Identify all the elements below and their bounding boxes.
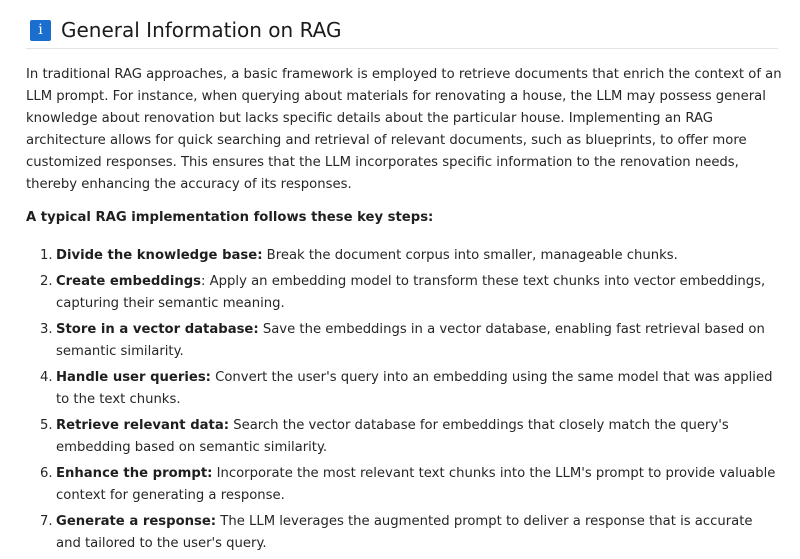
list-item (26, 271, 778, 315)
list-item (26, 463, 778, 507)
step-text: Incorporate the most relevant text chunks into the LLM's prompt to provide valuable context for generating a response. (56, 466, 776, 503)
step-title: Store in a vector database: (56, 322, 259, 337)
list-item (26, 245, 778, 267)
section-header (26, 16, 778, 49)
step-title: Retrieve relevant data: (56, 418, 230, 433)
step-title: Generate a response: (56, 514, 217, 529)
step-number: 4. (40, 370, 53, 385)
page-title: General Information on RAG (61, 18, 342, 42)
step-number: 2. (40, 274, 53, 289)
step-text: Break the document corpus into smaller, manageable chunks. (262, 248, 678, 263)
step-number: 3. (40, 322, 53, 337)
step-number: 6. (40, 466, 53, 481)
list-item (26, 367, 778, 411)
step-text: The LLM leverages the augmented prompt to deliver a response that is accurate and tailored to the user's query. (56, 514, 753, 551)
list-item (26, 319, 778, 363)
step-text: Save the embeddings in a vector database, enabling fast retrieval based on semantic similarity. (56, 322, 765, 359)
step-text: : Apply an embedding model to transform these text chunks into vector embeddings, capturing their semantic meaning. (56, 274, 766, 311)
step-title: Enhance the prompt: (56, 466, 213, 481)
intro-paragraph: In traditional RAG approaches, a basic framework is employed to retrieve documents that enrich the context of an LLM prompt. For instance, when querying about materials for renovating a house, the LLM may possess general knowledge about renovation but lacks specific details about the particular house. Implementing an RAG architecture allows for quick searching and retrieval of relevant documents, such as blueprints, to offer more customized responses. This ensures that the LLM incorporates specific information to the renovation needs, thereby enhancing the accuracy of its responses. (26, 67, 782, 192)
info-icon: i (30, 20, 51, 41)
step-title: Handle user queries: (56, 370, 211, 385)
steps-heading: A typical RAG implementation follows these key steps: (26, 210, 434, 225)
steps-list (26, 245, 778, 559)
list-item (26, 511, 778, 555)
step-title: Create embeddings (56, 274, 202, 289)
step-number: 5. (40, 418, 53, 433)
step-number: 1. (40, 248, 53, 263)
step-title: Divide the knowledge base: (56, 248, 263, 263)
step-text: Search the vector database for embeddings that closely match the query's embedding based on semantic similarity. (56, 418, 729, 455)
step-text: Convert the user's query into an embedding using the same model that was applied to the text chunks. (56, 370, 773, 407)
step-number: 7. (40, 514, 53, 529)
list-item (26, 415, 778, 459)
